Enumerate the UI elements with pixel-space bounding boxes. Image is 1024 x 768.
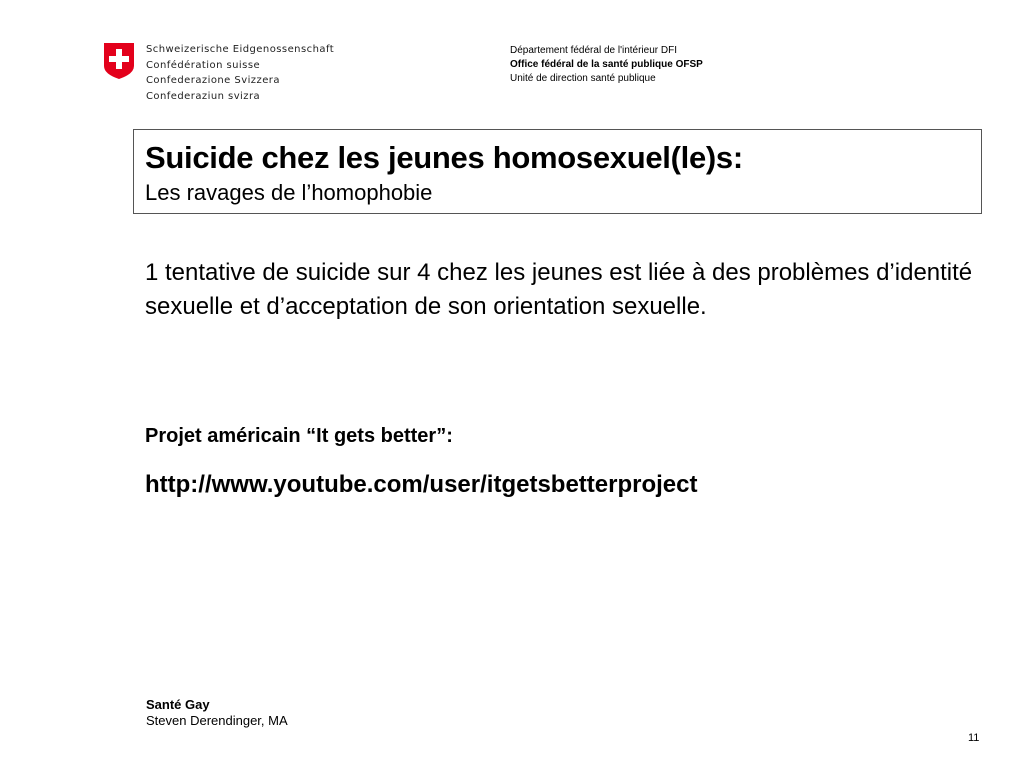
confederation-name-rm: Confederaziun svizra (146, 90, 261, 102)
project-url-link[interactable]: http://www.youtube.com/user/itgetsbetterproject (145, 471, 698, 498)
slide-title: Suicide chez les jeunes homosexuel(le)s: (145, 140, 743, 175)
slide-title-box (133, 129, 982, 214)
confederation-name-de: Schweizerische Eidgenossenschaft (146, 44, 335, 55)
project-label: Projet américain “It gets better”: (145, 425, 453, 447)
footer-author: Steven Derendinger, MA (146, 713, 288, 728)
footer-organization: Santé Gay (146, 697, 210, 712)
confederation-name-it: Confederazione Svizzera (146, 75, 280, 86)
department-block (510, 44, 703, 86)
slide-body-text: 1 tentative de suicide sur 4 chez les jeunes est liée à des problèmes d’identité sexuelle et d’acceptation de son orientation sexuelle. (145, 259, 973, 320)
footer (146, 697, 288, 729)
swiss-flag-icon (103, 42, 135, 80)
slide-subtitle: Les ravages de l’homophobie (145, 180, 433, 205)
confederation-name-fr: Confédération suisse (146, 59, 261, 71)
confederation-logo (103, 42, 363, 104)
page-number: 11 (968, 732, 980, 744)
confederation-names (146, 42, 334, 104)
office-name: Office fédéral de la santé publique OFSP (510, 59, 703, 70)
department-name: Département fédéral de l'intérieur DFI (510, 45, 677, 56)
unit-name: Unité de direction santé publique (510, 73, 656, 84)
